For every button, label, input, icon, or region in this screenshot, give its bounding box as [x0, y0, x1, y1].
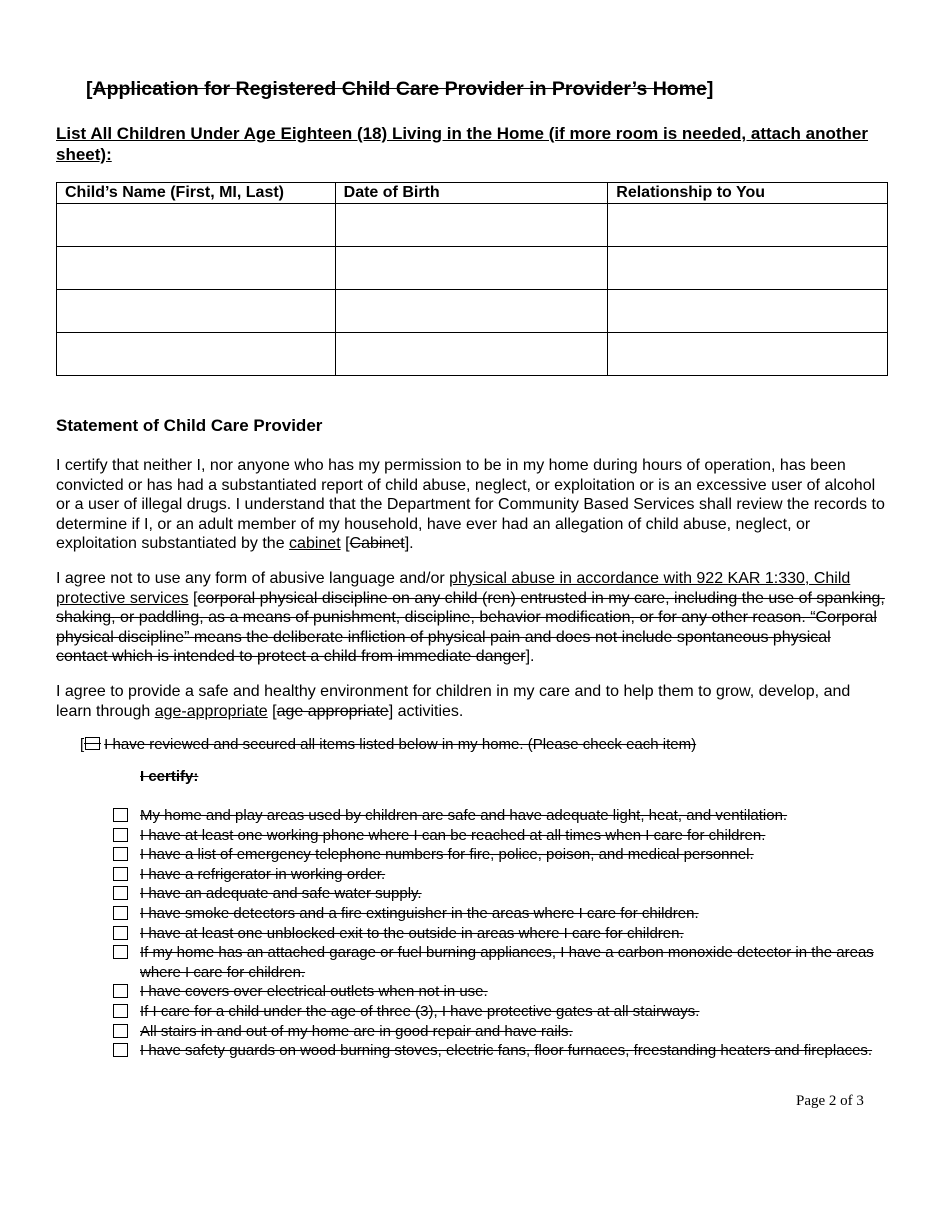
checklist-item [113, 865, 893, 885]
item-text: My home and play areas used by children are safe and have adequate light, heat, and ventilation. [140, 807, 788, 824]
table-row [57, 290, 888, 333]
checklist-item [113, 924, 893, 944]
item-text: I have covers over electrical outlets when not in use. [140, 983, 488, 1001]
checklist-item [113, 806, 893, 826]
table-row [57, 247, 888, 290]
title-text: Application for Registered Child Care Provider in Provider’s Home [92, 78, 707, 100]
item-checkbox[interactable] [113, 906, 128, 920]
item-text: I have smoke detectors and a fire extinguisher in the areas where I care for children. [140, 904, 699, 922]
safety-checklist [113, 806, 893, 1061]
item-checkbox[interactable] [113, 808, 128, 822]
checklist-item [113, 826, 893, 846]
review-open-bracket: [ [80, 736, 85, 753]
item-text: I have at least one working phone where I can be reached at all times when I care for children. [140, 826, 766, 844]
item-checkbox[interactable] [113, 945, 128, 959]
review-statement [80, 735, 696, 754]
child-dob-cell[interactable] [335, 204, 608, 247]
page-title [86, 78, 713, 101]
child-relationship-cell[interactable] [608, 204, 888, 247]
item-checkbox[interactable] [113, 1004, 128, 1018]
p2-inserted: physical abuse in accordance with 922 KAR 1:330, Child protective services [56, 570, 851, 607]
child-relationship-cell[interactable] [608, 247, 888, 290]
p3-inserted: age-appropriate [154, 702, 268, 720]
checklist-item [113, 1002, 893, 1022]
table-row [57, 204, 888, 247]
certify-paragraph [56, 456, 886, 554]
column-header-dob: Date of Birth [335, 183, 608, 204]
column-header-relationship: Relationship to You [608, 183, 888, 204]
item-checkbox[interactable] [113, 1024, 128, 1038]
item-text: I have an adequate and safe water supply. [140, 885, 422, 903]
item-text: I have at least one unblocked exit to the outside in areas where I care for children. [140, 924, 684, 942]
certify-label: I certify: [140, 768, 199, 785]
p2-text: I agree not to use any form of abusive language and/or [56, 570, 450, 587]
item-checkbox[interactable] [113, 847, 128, 861]
checklist-item [113, 1041, 893, 1061]
checklist-item [113, 943, 893, 982]
item-text: I have safety guards on wood burning stoves, electric fans, floor furnaces, freestanding heaters and fireplaces. [140, 1042, 873, 1060]
checklist-item [113, 904, 893, 924]
column-header-name: Child’s Name (First, MI, Last) [57, 183, 336, 204]
p1-text: I certify that neither I, nor anyone who has my permission to be in my home during hours of operation, has been convicted or has had a substantiated report of child abuse, neglect, or exploitation or is an excessive user of alcohol or a user of illegal drugs. I understand that the Department for Community Based Services shall review the records to determine if I, or an adult member of my household, have ever had an allegation of child abuse, neglect, or exploitation substantiated by the [56, 457, 885, 553]
item-checkbox[interactable] [113, 1043, 128, 1057]
p2-deleted: corporal physical discipline on any child (ren) entrusted in my care, including the use of spanking, shaking, or paddling, as a means of punishment, discipline, behavior modification, or for any other reason. “Corporal physical discipline” means the deliberate infliction of physical pain and does not include spontaneous physical contact which is intended to protect a child from immediate danger [56, 589, 885, 666]
p1-close: ]. [404, 535, 414, 553]
title-open-bracket: [ [86, 78, 93, 100]
checklist-item [113, 884, 893, 904]
p3-close: ] activities. [388, 702, 464, 720]
checklist-item [113, 845, 893, 865]
child-relationship-cell[interactable] [608, 290, 888, 333]
checklist-item [113, 982, 893, 1002]
children-table [56, 182, 888, 376]
child-name-cell[interactable] [57, 290, 336, 333]
children-section-heading: List All Children Under Age Eighteen (18) Living in the Home (if more room is needed, attach another sheet): [56, 124, 869, 164]
item-checkbox[interactable] [113, 926, 128, 940]
review-checkbox[interactable] [85, 737, 100, 750]
child-relationship-cell[interactable] [608, 333, 888, 376]
p3-deleted: age appropriate [276, 702, 389, 720]
title-close-bracket: ] [706, 78, 714, 100]
review-text: I have reviewed and secured all items listed below in my home. (Please check each item) [104, 736, 697, 753]
item-checkbox[interactable] [113, 886, 128, 900]
statement-heading: Statement of Child Care Provider [56, 416, 323, 435]
item-text: If I care for a child under the age of three (3), I have protective gates at all stairways. [140, 1002, 700, 1020]
child-name-cell[interactable] [57, 204, 336, 247]
page-number: Page 2 of 3 [796, 1093, 864, 1109]
environment-paragraph [56, 682, 886, 721]
child-dob-cell[interactable] [335, 247, 608, 290]
child-name-cell[interactable] [57, 247, 336, 290]
item-checkbox[interactable] [113, 867, 128, 881]
child-dob-cell[interactable] [335, 290, 608, 333]
item-text: I have a list of emergency telephone numbers for fire, police, poison, and medical personnel. [140, 846, 754, 864]
child-dob-cell[interactable] [335, 333, 608, 376]
item-text: All stairs in and out of my home are in good repair and have rails. [140, 1022, 573, 1040]
children-table-header [57, 183, 888, 204]
p1-bracket: [ [340, 535, 350, 553]
p1-inserted: cabinet [289, 535, 341, 553]
p3-text: I agree to provide a safe and healthy environment for children in my care and to help them to grow, develop, and learn through [56, 683, 851, 720]
item-checkbox[interactable] [113, 828, 128, 842]
item-text: I have a refrigerator in working order. [140, 865, 386, 883]
discipline-paragraph [56, 569, 886, 667]
child-name-cell[interactable] [57, 333, 336, 376]
p3-bracket: [ [267, 702, 277, 720]
p2-close: ]. [525, 648, 535, 666]
item-text: If my home has an attached garage or fuel burning appliances, I have a carbon monoxide detector in the areas where I care for children. [140, 944, 874, 981]
item-checkbox[interactable] [113, 984, 128, 998]
p2-bracket: [ [188, 589, 198, 607]
checklist-item [113, 1022, 893, 1042]
table-row [57, 333, 888, 376]
p1-deleted: Cabinet [349, 535, 405, 553]
